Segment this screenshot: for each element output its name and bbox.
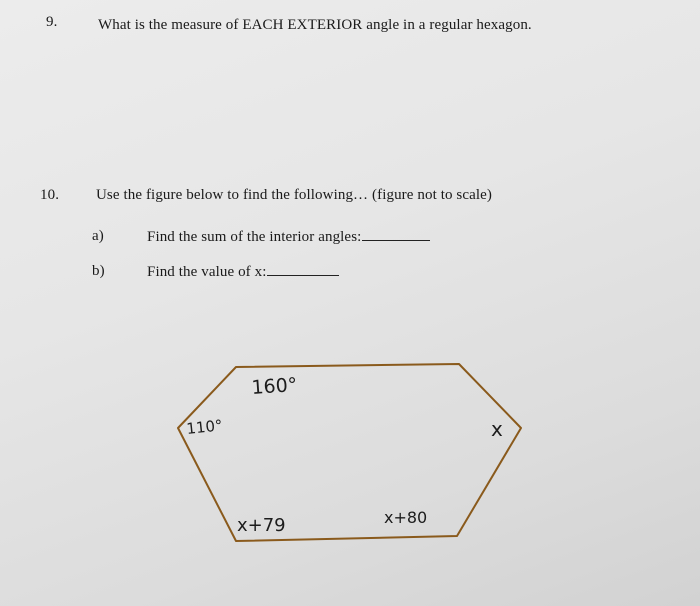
hexagon-outline bbox=[178, 364, 521, 541]
angle-label-top-left: 160° bbox=[250, 373, 299, 399]
part-b-text: Find the value of x: bbox=[147, 264, 267, 280]
question-10-text: Use the figure below to find the following… (figure not to scale) bbox=[96, 187, 492, 203]
question-10-number: 10. bbox=[40, 187, 60, 203]
angle-label-bottom-right: x+80 bbox=[384, 508, 428, 527]
angle-label-bottom-left: x+79 bbox=[237, 515, 286, 536]
question-9-number: 9. bbox=[46, 14, 58, 30]
part-a-label: a) bbox=[92, 228, 104, 244]
part-a-text: Find the sum of the interior angles: bbox=[147, 229, 362, 245]
question-9-text: What is the measure of EACH EXTERIOR angle in a regular hexagon. bbox=[98, 17, 532, 33]
angle-label-right: x bbox=[491, 417, 503, 441]
angle-label-left: 110° bbox=[185, 416, 224, 438]
part-b-label: b) bbox=[92, 263, 105, 279]
